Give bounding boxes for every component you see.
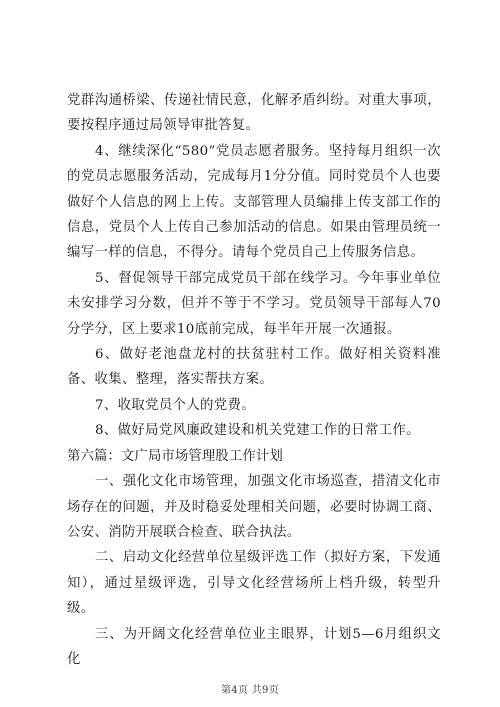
paragraph-1: 党群沟通桥梁、传递社情民意，化解矛盾纠纷。对重大事项，要按程序通过局领导审批答复。 xyxy=(67,93,441,134)
section-heading: 第六篇：文广局市场管理股工作计划 xyxy=(67,448,283,464)
paragraph-plan-1: 一、强化文化市场管理，加强文化市场巡查，措清文化市场存在的问题，并及时稳妥处理相关问题，必要时协调工商、公安、消防开展联合检查、联合执法。 xyxy=(67,474,441,540)
paragraph-item-4: 4、继续深化“580”党员志愿者服务。坚持每月组织一次的党员志愿服务活动，完成每月1分分值。同时党员个人也要做好个人信息的网上上传。支部管理人员编排上传支部工作的信息，党员个人上传自己参加活动的信息。如果由管理员统一编写一样的信息，不得分。请每个党员自己上传服务信息。 xyxy=(67,143,441,261)
document-body xyxy=(67,88,441,672)
paragraph-item-6: 6、做好老池盘龙村的扶贫驻村工作。做好相关资料准备、收集、整理，落实帮扶方案。 xyxy=(67,347,441,388)
paragraph-item-5: 5、督促领导干部完成党员干部在线学习。今年事业单位未安排学习分数，但并不等于不学习。党员领导干部每人70分学分，区上要求10底前完成，每半年开展一次通报。 xyxy=(67,270,441,337)
paragraph-item-7: 7、收取党员个人的党费。 xyxy=(95,397,256,413)
page-number-footer: 第4页 共9页 xyxy=(220,685,279,696)
paragraph-plan-2: 二、启动文化经营单位星级评选工作（拟好方案，下发通知），通过星级评选，引导文化经营场所上档升级，转型升级。 xyxy=(67,550,441,617)
paragraph-item-8: 8、做好局党风廉政建设和机关党建工作的日常工作。 xyxy=(95,423,420,439)
paragraph-plan-3: 三、为开阔文化经营单位业主眼界，计划5—6月组织文化 xyxy=(67,626,441,667)
